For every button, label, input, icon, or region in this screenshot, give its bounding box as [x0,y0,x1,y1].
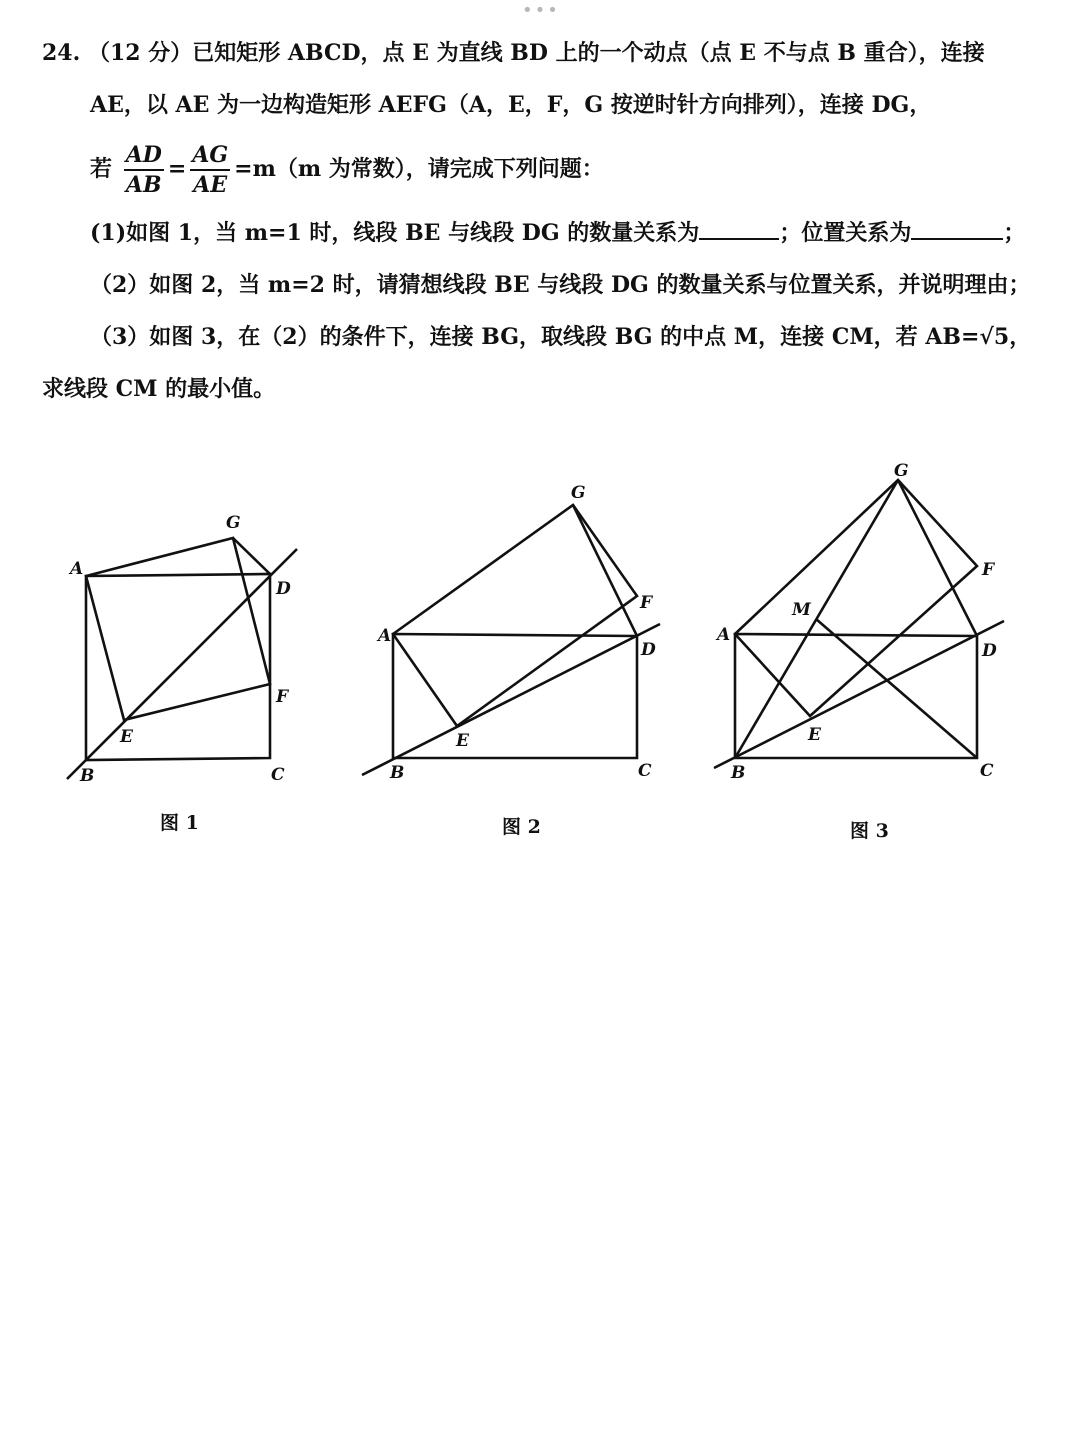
part-2-text: （2）如图 2，当 m=2 时，请猜想线段 BE 与线段 DG 的数量关系与位置关系，并说明理由； [90,272,1031,298]
line-bd-3 [714,621,1004,768]
condition-suffix: =m（m 为常数），请完成下列问题： [234,156,604,182]
line-bd-2 [362,624,660,775]
label-g: G [226,513,241,533]
part-1-mid: ；位置关系为 [779,220,912,246]
part-3-text: （3）如图 3，在（2）的条件下，连接 BG，取线段 BG 的中点 M，连接 CM，若 AB=√5， [90,324,1032,350]
label-e-2: E [456,731,469,751]
label-d-2: D [641,640,656,660]
line-bd [67,549,297,779]
figure-2-caption: 图 2 [502,816,541,838]
figure-3-caption: 图 3 [850,820,889,842]
label-e: E [120,727,133,747]
equals-sign: = [167,156,187,182]
condition-prefix: 若 [90,156,113,182]
label-d: D [276,579,291,599]
question-intro: 已知矩形 ABCD，点 E 为直线 BD 上的一个动点（点 E 不与点 B 重合），连接 [192,40,985,66]
label-b: B [80,766,95,786]
part-1-text: (1)如图 1，当 m=1 时，线段 BE 与线段 DG 的数量关系为 [90,220,700,246]
label-f-2: F [640,593,653,613]
segment-dg-2 [573,505,637,636]
question-line-2-text: AE，以 AE 为一边构造矩形 AEFG（A，E，F，G 按逆时针方向排列），连接 DG， [90,92,932,118]
label-c: C [271,765,285,785]
label-f-3: F [982,560,995,580]
label-g-2: G [571,483,586,503]
fraction-numerator: AD [124,141,164,171]
figure-1-caption: 图 1 [160,812,199,834]
label-d-3: D [982,641,997,661]
label-m-3: M [792,600,811,620]
fraction-denominator: AB [125,172,162,198]
label-b-3: B [731,763,746,783]
rect-aefg [86,538,270,720]
rect-aefg-3 [735,480,977,716]
label-a: A [70,559,84,579]
label-g-3: G [894,461,909,481]
label-b-2: B [390,763,405,783]
label-c-2: C [638,761,652,781]
label-a-2: A [378,626,392,646]
fraction-numerator: AG [190,141,230,171]
segment-dg-3 [898,480,977,636]
label-e-3: E [808,725,821,745]
label-c-3: C [980,761,994,781]
ellipsis-icon[interactable]: ••• [522,0,560,21]
label-f: F [276,687,289,707]
part-3-end: 求线段 CM 的最小值。 [42,376,276,402]
question-score: （12 分） [87,40,193,66]
fraction-denominator: AE [193,172,228,198]
rect-aefg-2 [393,505,637,726]
question-number: 24. [42,40,81,66]
label-a-3: A [717,625,731,645]
part-1-end: ； [1003,220,1026,246]
